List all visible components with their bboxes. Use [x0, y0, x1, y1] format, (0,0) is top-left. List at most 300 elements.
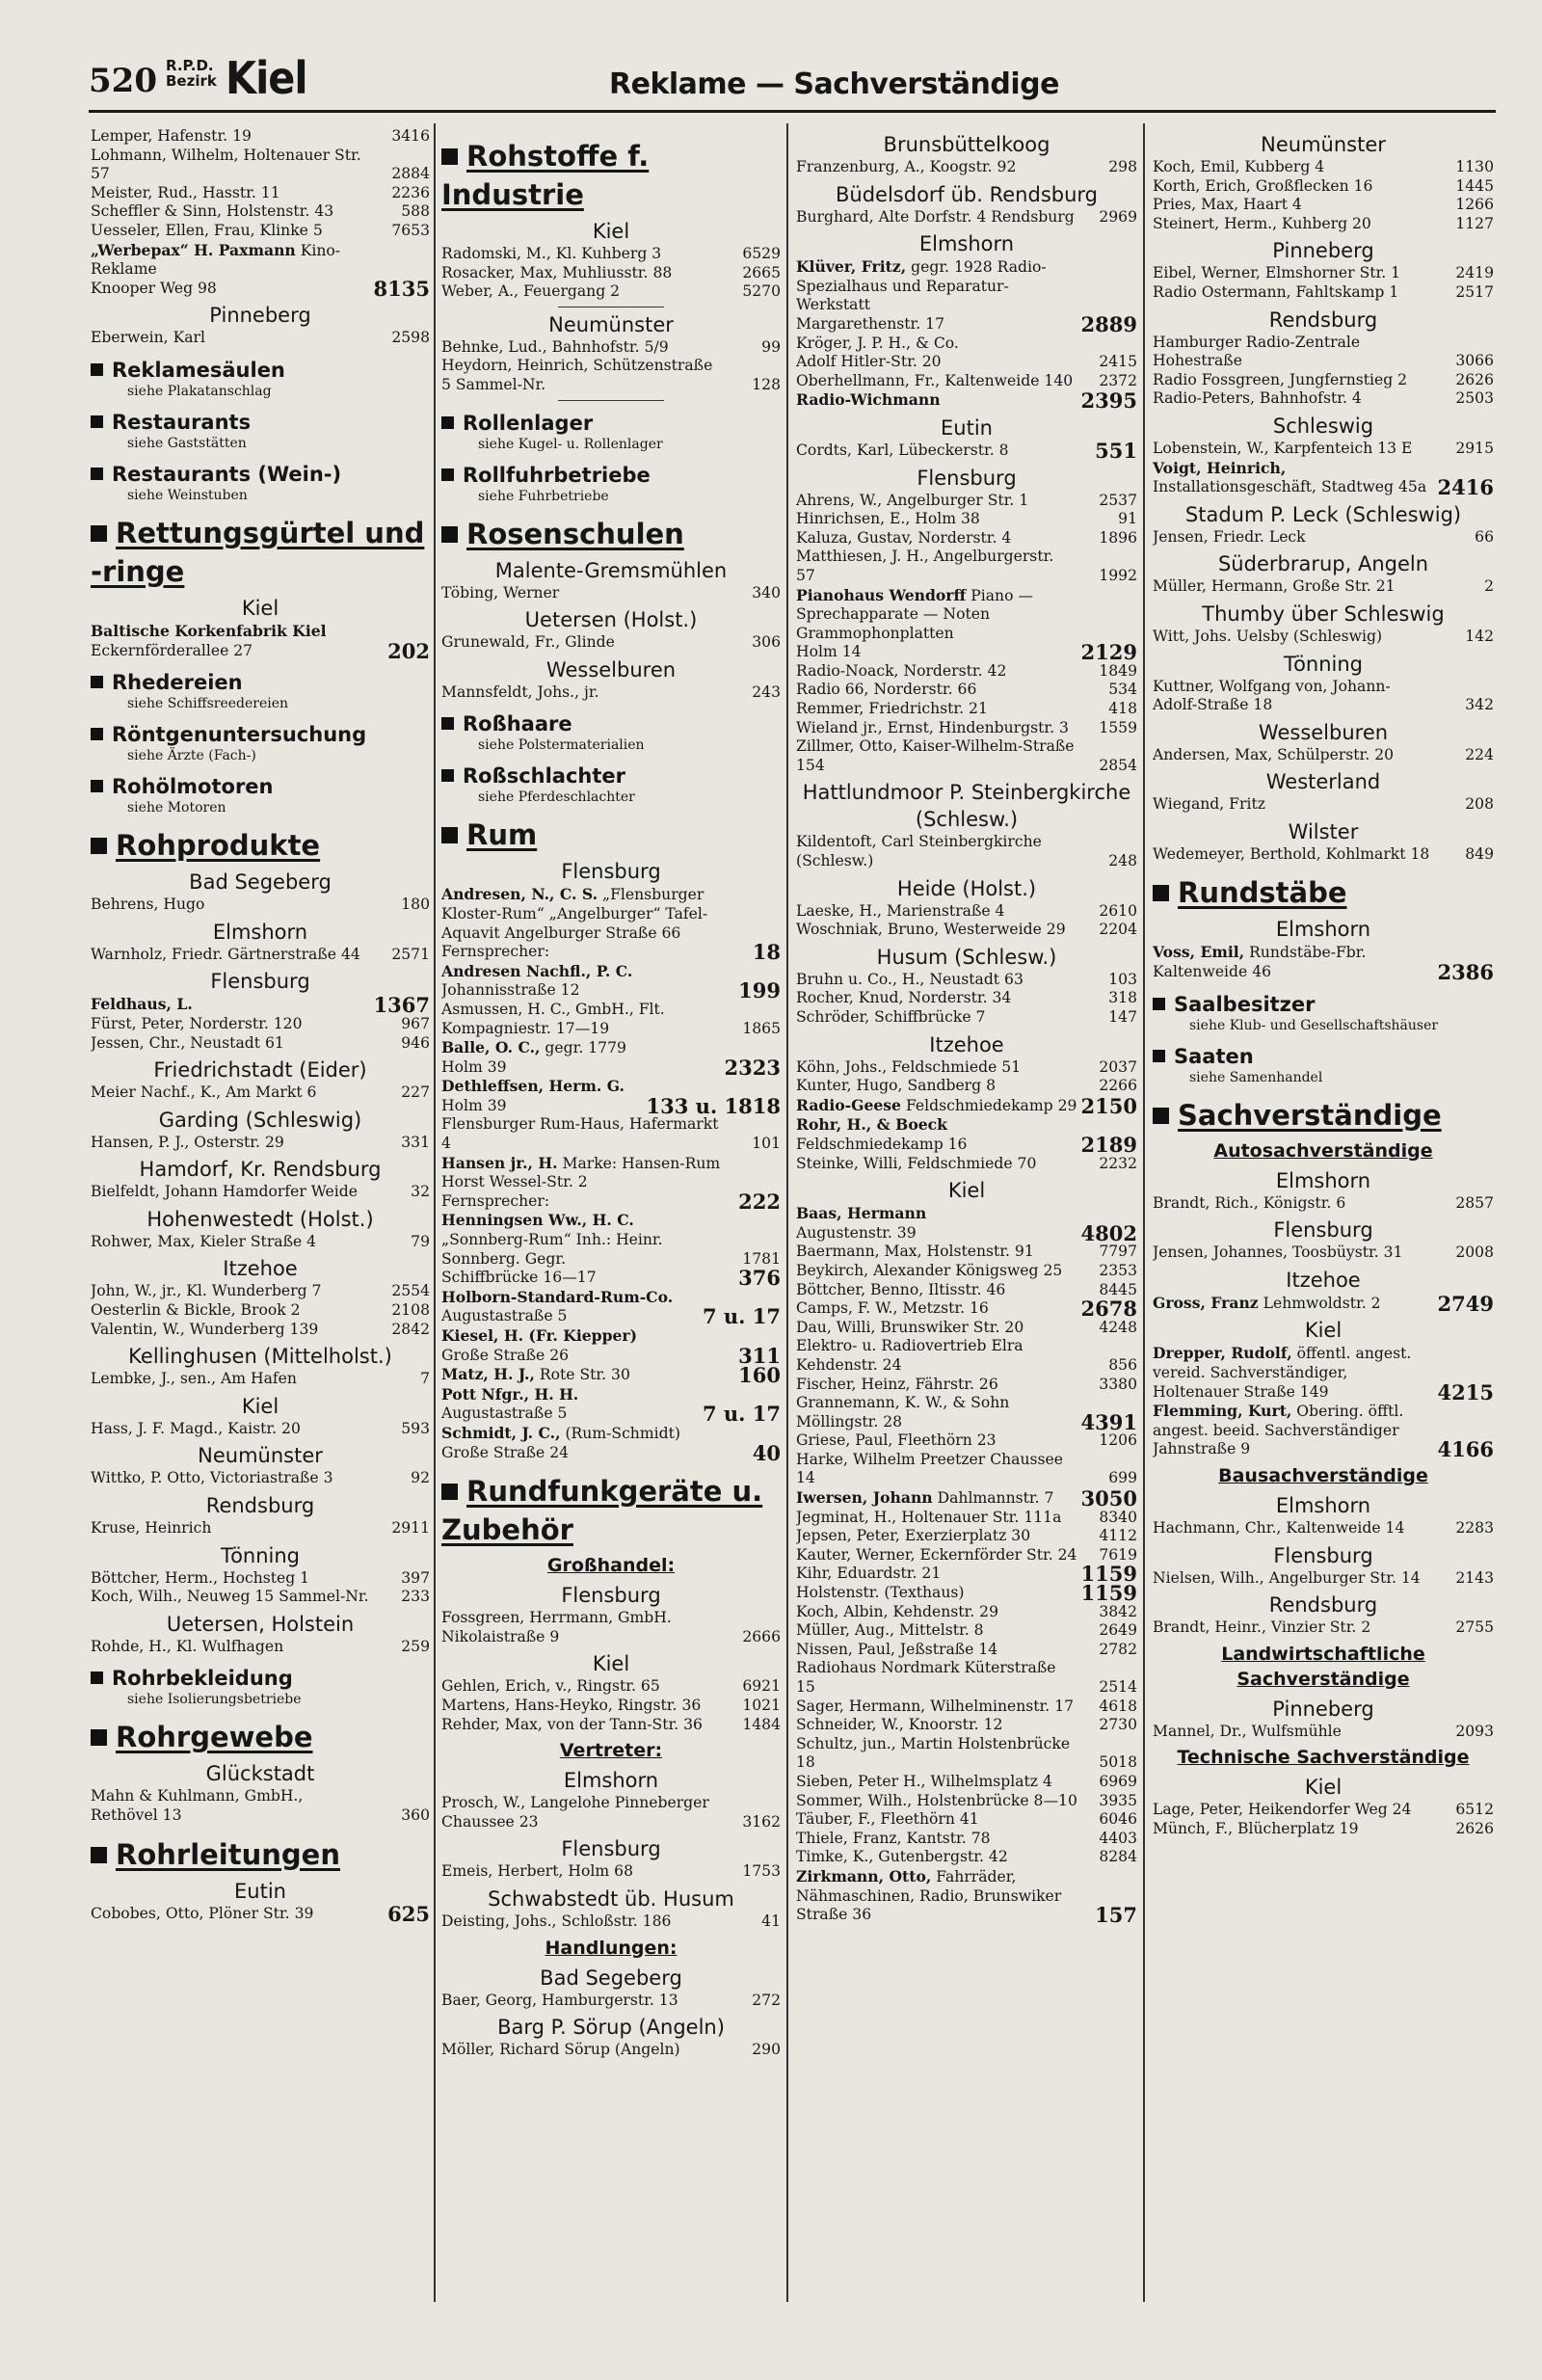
category-label: Rundstäbe: [1178, 876, 1347, 910]
listing-address: Rehder, Max, von der Tann-Str. 36: [441, 1715, 703, 1733]
listing-entry: [91, 1588, 430, 1607]
category-label: Reklamesäulen: [112, 358, 285, 382]
phone-number: 147: [1108, 1008, 1137, 1026]
listing-entry: [91, 222, 430, 241]
category-heading: [441, 463, 781, 488]
listing-entry: [796, 1093, 1137, 1118]
category-label: Rollfuhrbetriebe: [463, 463, 651, 487]
listing-address: Rosacker, Max, Muhliusstr. 88: [441, 263, 673, 281]
listing-entry: [441, 683, 781, 703]
listing-address: Remmer, Friedrichstr. 21: [796, 700, 988, 718]
listing-address: Kino-Reklame: [91, 241, 341, 279]
column-2: [441, 127, 781, 2296]
listing-name: Hansen jr., H.: [441, 1153, 558, 1172]
listing-entry: [441, 940, 781, 965]
listing-entry: [1153, 1291, 1494, 1316]
listing-entry: [1153, 746, 1494, 765]
bezirk-label: Bezirk: [166, 72, 217, 90]
listing-entry: [441, 1343, 781, 1368]
listing-entry: [1153, 215, 1494, 234]
listing-entry: [91, 184, 430, 203]
category-heading: [1153, 873, 1494, 912]
listing-entry: [796, 1243, 1137, 1262]
listing-entry: [1153, 1618, 1494, 1638]
listing-entry: [796, 1698, 1137, 1717]
listing-address: Radio Ostermann, Fahltskamp 1: [1153, 282, 1399, 301]
listing-name: Feldhaus, L.: [91, 995, 193, 1014]
phone-number: 2915: [1455, 439, 1494, 457]
place-heading: Schleswig: [1272, 414, 1374, 438]
listing-entry: [91, 147, 430, 184]
listing-address: Meister, Rud., Hasstr. 11: [91, 183, 280, 201]
place-heading: Flensburg: [917, 466, 1017, 490]
listing-name: Matz, H. J.,: [441, 1365, 535, 1384]
listing-address: Bruhn u. Co., H., Neustadt 63: [796, 970, 1024, 988]
phone-number: 7653: [391, 221, 430, 239]
listing-entry: [796, 1058, 1137, 1078]
phone-number: 1159: [1080, 1562, 1137, 1587]
category-label: Rohölmotoren: [112, 775, 274, 799]
category-bullet-icon: [441, 827, 458, 843]
listing-entry: [1153, 196, 1494, 215]
place-heading: Kiel: [241, 596, 279, 620]
category-label: Rum: [466, 818, 538, 852]
phone-number: 248: [1108, 852, 1137, 870]
listing-entry: [796, 1431, 1137, 1451]
listing-entry: [796, 1451, 1137, 1488]
listing-entry: [91, 1301, 430, 1321]
column-divider: [434, 123, 436, 2302]
phone-number: 2571: [391, 945, 430, 963]
phone-number: 8284: [1099, 1848, 1137, 1866]
category-heading: [91, 722, 430, 747]
listing-address: Radio Fossgreen, Jungfernstieg 2: [1153, 370, 1408, 388]
phone-number: 6512: [1455, 1801, 1494, 1819]
listing-name: Pott Nfgr., H. H.: [441, 1384, 579, 1404]
place-heading: Kiel: [241, 1394, 279, 1418]
listing-entry: [796, 1830, 1137, 1849]
category-heading: [91, 514, 430, 591]
category-bullet-icon: [91, 838, 107, 854]
place-heading: Elmshorn: [918, 232, 1015, 256]
listing-entry: [796, 334, 1137, 354]
listing-address: Fürst, Peter, Norderstr. 120: [91, 1014, 303, 1032]
listing-address: Schiffbrücke 16—17: [441, 1269, 597, 1287]
listing-entry: [796, 586, 1137, 644]
phone-number: 41: [761, 1912, 781, 1930]
phone-number: 4112: [1099, 1527, 1137, 1545]
listing-entry: [796, 1735, 1137, 1773]
listing-entry: [91, 1183, 430, 1202]
listing-entry: [91, 1282, 430, 1301]
listing-entry: [796, 1115, 1137, 1157]
listing-address: Mannsfeldt, Johs., jr.: [441, 682, 599, 701]
listing-entry: [91, 993, 430, 1018]
phone-number: 1896: [1099, 528, 1137, 547]
listing-entry: [441, 1677, 781, 1697]
listing-address: Behnke, Lud., Bahnhofstr. 5/9: [441, 337, 669, 356]
listing-name: Voigt, Heinrich,: [1153, 458, 1287, 477]
listing-name: Iwersen, Johann: [796, 1488, 933, 1508]
listing-name: Drepper, Rudolf,: [1153, 1344, 1292, 1363]
phone-number: 7: [420, 1370, 430, 1388]
column-1: [91, 127, 430, 2296]
phone-number: 4802: [1080, 1220, 1137, 1245]
phone-number: 1127: [1455, 214, 1494, 232]
phone-number: 4618: [1099, 1697, 1137, 1715]
phone-number: 551: [1095, 438, 1137, 463]
phone-number: 2353: [1099, 1261, 1137, 1279]
phone-number: 290: [752, 2041, 781, 2059]
listing-entry: [796, 902, 1137, 922]
listing-address: Holstenstr. (Texthaus): [796, 1584, 965, 1602]
listing-address: Mahn & Kuhlmann, GmbH., Rethövel 13: [91, 1787, 304, 1824]
phone-number: 157: [1095, 1903, 1137, 1928]
category-bullet-icon: [441, 1484, 458, 1500]
listing-entry: [1153, 1820, 1494, 1839]
cross-reference: siehe Samenhandel: [1189, 1069, 1323, 1085]
category-heading: [91, 462, 430, 487]
subsection-heading: Technische Sachverständige: [1177, 1747, 1470, 1769]
category-bullet-icon: [91, 415, 103, 428]
phone-number: 699: [1108, 1469, 1137, 1487]
listing-entry: [441, 1304, 781, 1329]
phone-number: 222: [738, 1189, 781, 1214]
listing-address: John, W., jr., Kl. Wunderberg 7: [91, 1282, 322, 1300]
phone-number: 202: [387, 638, 430, 663]
category-label: Rhedereien: [112, 671, 243, 695]
phone-number: 6529: [742, 245, 781, 262]
listing-entry: [91, 638, 430, 663]
cross-reference: siehe Klub- und Gesellschaftshäuser: [1189, 1017, 1439, 1033]
phone-number: 199: [738, 978, 781, 1003]
subsection-heading: Vertreter:: [559, 1740, 663, 1762]
phone-number: 2283: [1455, 1519, 1494, 1537]
listing-entry: [1153, 458, 1494, 500]
phone-number: 2503: [1455, 389, 1494, 408]
listing-entry: [796, 1641, 1137, 1660]
listing-address: Gehlen, Erich, v., Ringstr. 65: [441, 1677, 660, 1696]
phone-number: 3380: [1099, 1375, 1137, 1393]
phone-number: 2842: [391, 1320, 430, 1338]
category-heading: [441, 816, 781, 854]
place-heading: Elmshorn: [563, 1769, 659, 1793]
listing-address: Steinke, Willi, Feldschmiede 70: [796, 1154, 1037, 1172]
phone-number: 2782: [1099, 1640, 1137, 1658]
phone-number: 1367: [373, 993, 430, 1018]
listing-address: Rohwer, Max, Kieler Straße 4: [91, 1232, 317, 1250]
listing-address: Laeske, H., Marienstraße 4: [796, 901, 1005, 920]
category-label: Rohrbekleidung: [112, 1667, 293, 1691]
listing-entry: [1153, 1402, 1494, 1462]
phone-number: 92: [411, 1469, 430, 1487]
district-label: [166, 58, 217, 89]
listing-address: Radio-Peters, Bahnhofstr. 4: [1153, 389, 1362, 408]
phone-number: 2626: [1455, 370, 1494, 388]
listing-address: Burghard, Alte Dorfstr. 4 Rendsburg: [796, 207, 1075, 226]
listing-address: Koch, Wilh., Neuweg 15 Sammel-Nr.: [91, 1588, 369, 1606]
place-heading: Hamdorf, Kr. Rendsburg: [139, 1158, 382, 1182]
category-bullet-icon: [441, 526, 458, 543]
subsection-heading: Großhandel:: [546, 1555, 676, 1577]
phone-number: 2884: [391, 165, 430, 183]
listing-address: Fossgreen, Herrmann, GmbH. Nikolaistraße 9: [441, 1609, 672, 1645]
phone-number: 2008: [1455, 1243, 1494, 1262]
listing-entry: [1153, 1723, 1494, 1742]
phone-number: 3935: [1099, 1791, 1137, 1809]
category-label: Saalbesitzer: [1174, 992, 1316, 1016]
listing-name: Holborn-Standard-Rum-Co.: [441, 1287, 674, 1306]
listing-entry: [796, 510, 1137, 529]
listing-address: Hinrichsen, E., Holm 38: [796, 510, 980, 528]
listing-entry: [91, 1083, 430, 1103]
listing-entry: [1153, 440, 1494, 459]
listing-address: Franzenburg, A., Koogstr. 92: [796, 158, 1017, 175]
phone-number: 7797: [1099, 1243, 1137, 1261]
cross-reference: siehe Kugel- u. Rollenlager: [478, 436, 663, 452]
listing-entry: [796, 1488, 1137, 1509]
listing-address: Nissen, Paul, Jeßstraße 14: [796, 1640, 998, 1658]
phone-number: 2889: [1080, 311, 1137, 336]
place-heading: Elmshorn: [1275, 918, 1371, 942]
listing-address: Lobenstein, W., Karpfenteich 13 E: [1153, 439, 1413, 457]
phone-number: 6046: [1099, 1810, 1137, 1829]
cross-reference: siehe Isolierungsbetriebe: [127, 1692, 302, 1708]
category-label: Saaten: [1174, 1044, 1254, 1068]
phone-number: 856: [1108, 1355, 1137, 1374]
listing-entry: [796, 833, 1137, 870]
listing-address: Augustastraße 5: [441, 1404, 568, 1423]
listing-address: Dau, Willi, Brunswiker Str. 20: [796, 1318, 1024, 1336]
phone-number: 3842: [1099, 1602, 1137, 1620]
cross-reference: siehe Schiffsreedereien: [127, 696, 289, 712]
listing-entry: [441, 1326, 781, 1347]
listing-entry: [796, 1659, 1137, 1697]
listing-name: Voss, Emil,: [1153, 943, 1245, 962]
listing-address: Kruse, Heinrich: [91, 1519, 212, 1538]
listing-name: Zirkmann, Otto,: [796, 1866, 932, 1885]
listing-address: Rundstäbe-Fbr. Kaltenweide 46: [1153, 944, 1367, 981]
listing-address: Kaluza, Gustav, Norderstr. 4: [796, 528, 1012, 547]
listing-address: Große Straße 26: [441, 1346, 570, 1364]
listing-address: Sommer, Wilh., Holstenbrücke 8—10: [796, 1791, 1077, 1809]
phone-number: 2665: [742, 263, 781, 281]
category-label: Rettungsgürtel und -ringe: [91, 516, 425, 588]
cross-reference: siehe Gaststätten: [127, 435, 247, 451]
listing-address: Schröder, Schiffbrücke 7: [796, 1008, 986, 1026]
listing-entry: [796, 1581, 1137, 1606]
listing-address: Jegminat, H., Holtenauer Str. 111a: [796, 1508, 1062, 1526]
listing-entry: [796, 529, 1137, 548]
phone-number: 2129: [1080, 640, 1137, 665]
phone-number: 946: [401, 1033, 430, 1052]
phone-number: 2: [1484, 577, 1494, 596]
place-heading: Elmshorn: [1275, 1168, 1371, 1192]
listing-address: gegr. 1928 Radio-Spezialhaus und Reparatur-Werkstatt: [796, 258, 1047, 314]
phone-number: 4391: [1080, 1409, 1137, 1434]
listing-entry: [1153, 334, 1494, 371]
phone-number: 233: [401, 1588, 430, 1606]
place-heading: Tönning: [1283, 652, 1364, 676]
phone-number: 1849: [1099, 661, 1137, 680]
listing-address: Cordts, Karl, Lübeckerstr. 8: [796, 441, 1009, 459]
place-heading: Rendsburg: [205, 1494, 315, 1518]
phone-number: 128: [752, 375, 781, 393]
listing-entry: [796, 737, 1137, 775]
category-heading: [1153, 992, 1494, 1017]
subsection-heading: Landwirtschaftliche Sachverständige: [1221, 1643, 1425, 1690]
listing-address: Feldschmiedekamp 16: [796, 1135, 968, 1153]
listing-entry: [796, 700, 1137, 719]
phone-number: 311: [738, 1343, 781, 1368]
listing-address: Hamburger Radio-Zentrale Hohestraße: [1153, 333, 1361, 370]
listing-entry: [441, 245, 781, 264]
listing-name: Rohr, H., & Boeck: [796, 1115, 947, 1135]
phone-number: 2911: [391, 1519, 430, 1538]
listing-entry: [796, 311, 1137, 336]
place-heading: Flensburg: [210, 970, 310, 994]
listing-address: Wiegand, Fritz: [1153, 795, 1265, 814]
category-heading: [1153, 1096, 1494, 1135]
listing-entry: [91, 1233, 430, 1252]
listing-address: Eberwein, Karl: [91, 329, 205, 347]
place-heading: Kellinghusen (Mittelholst.): [128, 1345, 392, 1369]
listing-entry: [1153, 577, 1494, 597]
listing-address: Valentin, W., Wunderberg 139: [91, 1320, 319, 1338]
listing-entry: [1153, 628, 1494, 647]
listing-address: Margarethenstr. 17: [796, 314, 945, 333]
listing-entry: [91, 1134, 430, 1153]
listing-entry: [91, 241, 430, 280]
place-heading: Süderbrarup, Angeln: [1217, 552, 1429, 576]
phone-number: 360: [401, 1806, 430, 1824]
listing-entry: [441, 1862, 781, 1882]
phone-number: 6921: [742, 1677, 781, 1696]
phone-number: 91: [1118, 510, 1137, 528]
listing-address: (Rum-Schmidt) Große Straße 24: [441, 1424, 680, 1461]
category-label: Sachverständige: [1178, 1098, 1442, 1132]
place-heading: Kiel: [592, 1652, 630, 1676]
listing-address: Kuttner, Wolfgang von, Johann-Adolf-Straße 18: [1153, 677, 1391, 714]
page-number: 520: [89, 62, 157, 100]
phone-number: 2232: [1099, 1154, 1137, 1172]
phone-number: 272: [752, 1991, 781, 2009]
listing-address: Täuber, F., Fleethörn 41: [796, 1810, 979, 1829]
category-label: Rohrgewebe: [116, 1721, 313, 1754]
listing-address: Ahrens, W., Angelburger Str. 1: [796, 491, 1029, 509]
category-label: Roßschlachter: [463, 764, 626, 789]
listing-address: „Sonnberg-Rum“ Inh.: Heinr. Sonnberg. Gegr.: [441, 1231, 663, 1268]
place-heading: Friedrichstadt (Eider): [153, 1058, 367, 1083]
listing-address: Witt, Johs. Uelsby (Schleswig): [1153, 627, 1383, 645]
listing-address: Kauter, Werner, Eckernförder Str. 24: [796, 1545, 1077, 1564]
listing-entry: [796, 548, 1137, 585]
listing-entry: [91, 276, 430, 301]
listing-entry: [1153, 371, 1494, 390]
place-heading: Eutin: [234, 1879, 286, 1903]
phone-number: 4248: [1099, 1318, 1137, 1336]
phone-number: 180: [401, 896, 430, 914]
place-heading: Kiel: [1304, 1776, 1343, 1800]
place-heading: Pinneberg: [1272, 239, 1374, 263]
phone-number: 4166: [1437, 1437, 1494, 1462]
listing-address: Grannemann, K. W., & Sohn Möllingstr. 28: [796, 1394, 1010, 1431]
listing-entry: [1153, 1801, 1494, 1820]
category-heading: [91, 774, 430, 799]
listing-address: Baer, Georg, Hamburgerstr. 13: [441, 1991, 678, 2009]
place-heading: Wesselburen: [1258, 720, 1389, 744]
listing-entry: [1153, 158, 1494, 177]
listing-address: Dahlmannstr. 7: [932, 1489, 1054, 1508]
category-bullet-icon: [441, 468, 454, 481]
listing-address: Lehmwoldstr. 2: [1258, 1294, 1381, 1312]
phone-number: 8135: [373, 276, 430, 301]
category-label: Rohprodukte: [116, 829, 321, 863]
category-heading: [91, 826, 430, 865]
listing-entry: [1153, 795, 1494, 815]
place-heading: Barg P. Sörup (Angeln): [497, 2016, 725, 2040]
phone-number: 342: [1465, 696, 1494, 714]
listing-address: Töbing, Werner: [441, 583, 560, 602]
listing-entry: [796, 1792, 1137, 1811]
phone-number: 2323: [724, 1055, 781, 1080]
phone-number: 2598: [391, 329, 430, 347]
place-heading: Schwabstedt üb. Husum: [488, 1886, 734, 1911]
place-heading: Flensburg: [561, 1837, 661, 1861]
phone-number: 2093: [1455, 1722, 1494, 1740]
place-heading: Hohenwestedt (Holst.): [146, 1207, 374, 1231]
category-label: Rohrleitungen: [116, 1837, 340, 1871]
listing-address: Jepsen, Peter, Exerzierplatz 30: [796, 1527, 1031, 1545]
listing-address: Radio-Noack, Norderstr. 42: [796, 661, 1007, 680]
listing-entry: [1153, 1194, 1494, 1214]
city-name: Kiel: [226, 52, 307, 104]
phone-number: 2969: [1099, 207, 1137, 226]
phone-number: 2236: [391, 183, 430, 201]
listing-entry: [1153, 1344, 1494, 1402]
phone-number: 2517: [1455, 282, 1494, 301]
phone-number: 8445: [1099, 1280, 1137, 1298]
category-label: Restaurants (Wein-): [112, 462, 342, 486]
phone-number: 534: [1108, 681, 1137, 699]
listing-entry: [796, 208, 1137, 227]
phone-number: 625: [387, 1901, 430, 1926]
phone-number: 142: [1465, 627, 1494, 645]
listing-address: Baermann, Max, Holstenstr. 91: [796, 1243, 1034, 1261]
listing-entry: [796, 681, 1137, 700]
phone-number: 79: [411, 1232, 430, 1250]
place-heading: Neumünster: [548, 312, 674, 336]
listing-address: Sieben, Peter H., Wilhelmsplatz 4: [796, 1772, 1052, 1790]
listing-address: Koch, Emil, Kubberg 4: [1153, 158, 1325, 175]
listing-address: Eckernförderallee 27: [91, 641, 253, 659]
place-heading: Itzehoe: [929, 1032, 1004, 1056]
phone-number: 1130: [1455, 158, 1494, 175]
category-bullet-icon: [441, 416, 454, 429]
phone-number: 7 u. 17: [702, 1304, 781, 1329]
category-bullet-icon: [441, 717, 454, 730]
phone-number: 2755: [1455, 1618, 1494, 1637]
category-heading: [1153, 1044, 1494, 1069]
phone-number: 103: [1108, 970, 1137, 988]
category-heading: [91, 358, 430, 383]
listing-entry: [1153, 177, 1494, 197]
listing-entry: [91, 1519, 430, 1538]
listing-address: Holm 39: [441, 1096, 507, 1114]
listing-address: Holm 39: [441, 1057, 507, 1076]
listing-address: Brandt, Heinr., Vinzier Str. 2: [1153, 1618, 1371, 1637]
phone-number: 418: [1108, 700, 1137, 718]
